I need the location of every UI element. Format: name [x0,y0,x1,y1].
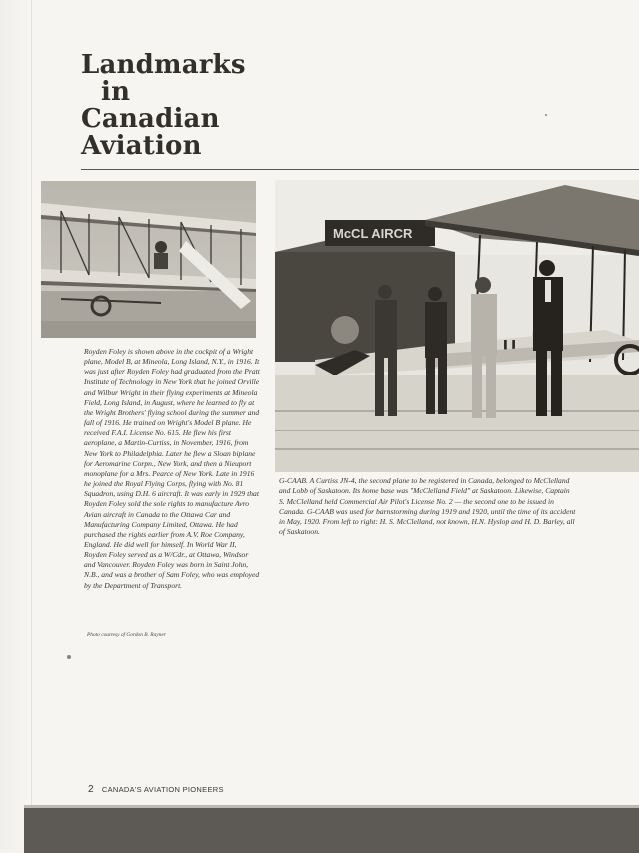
photo-credit: Photo courtesy of Gordon B. Rayner [87,632,166,638]
hangar-sign: McCL AIRCR [333,226,413,241]
wing-marking: U [503,337,516,357]
caption-line: in May, 1920. From left to right: H. S. McClelland, not known, H.N. Hyslop and H. D. Barley, all [279,517,575,527]
title-line-2: in [101,77,131,107]
wright-plane-photo [41,181,256,338]
title-line-4: Aviation [81,131,202,161]
caption-line: S. McClelland held Commercial Air Pilot's License No. 2 — the second one to be issued in [279,496,554,506]
page-binding-edge [0,0,32,850]
caption-line: of Saskatoon. [279,527,320,537]
page-number: 2 [88,784,94,795]
publication-name: CANADA'S AVIATION PIONEERS [101,785,224,794]
title-divider [81,169,639,170]
caption-line: G-CAAB. A Curtiss JN-4, the second plane to be registered in Canada, belonged to McClelland [279,476,570,485]
right-photo-caption [279,476,639,538]
left-photo-caption: Royden Foley is shown above in the cockpit of a Wright plane, Model B, at Mineola, Long Island, N.Y., in 1916. It was just after Royden Foley had graduated from the Pratt Institute of Technology in New York that he joined Orville and Wilbur Wright in their flying experiments at Mineola Field, Long Island, in August, where he learned to fly at the Wright Brothers' flying school during the summer and fall of 1916. He trained on Wright's Model B plane. He received F.A.I. License No. 615. He flew his first aeroplane, a Martin-Curtiss, in November, 1916, from New York to Philadelphia. Later he flew a Sloan biplane for Aeromarine Corpn., New York, and then a Nieuport monoplane for a Mrs. Pearce of New York. Late in 1916 he joined the Royal Flying Corps, flying with No. 81 Squadron, using D.H. 6 aircraft. It was early in 1929 that Royden Foley sold the sole rights to manufacture Avro Avian aircraft in Canada to the Ottawa Car and Manufacturing Company Limited, Ottawa. He had purchased the rights earlier from A.V. Roe Company, England. He did well for himself. In World War II, Royden Foley served as a W/Cdr., at Ottawa, Windsor and Vancouver. Royden Foley was born in Saint John, N.B., and was a brother of Sam Foley, who was employed by the Department of Transport. [84,347,260,590]
print-speck [545,114,547,116]
article-title [81,52,281,160]
page-footer [88,784,224,795]
caption-line: Canada. G-CAAB was used for barnstorming during 1919 and 1920, until the time of its accident [279,506,576,516]
title-line-1: Landmarks [81,50,246,80]
title-line-3: Canadian [81,104,220,134]
curtiss-jn4-photo [275,180,639,472]
caption-line: and Lobb of Saskatoon. Its home base was "McClelland Field" at Saskatoon. Likewise, Captain [279,486,570,496]
print-speck [67,655,71,659]
next-page-edge [24,805,639,853]
